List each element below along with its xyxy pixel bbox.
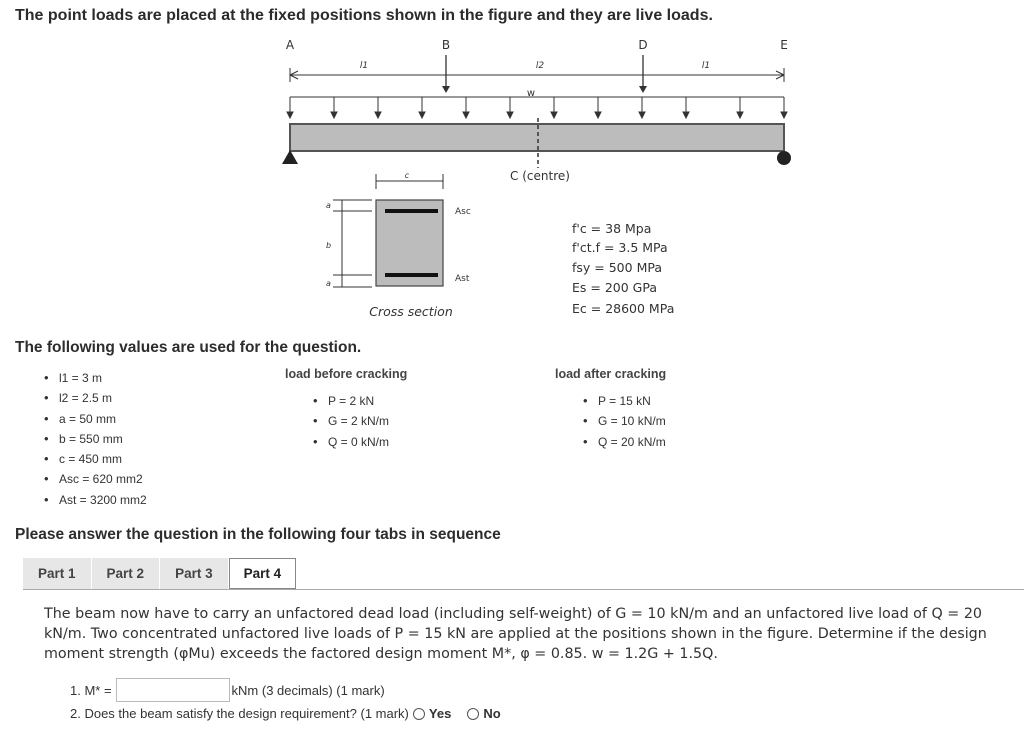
after-cracking-title: load after cracking	[555, 367, 667, 381]
asc-label: Asc	[455, 207, 471, 217]
after-cracking-list	[583, 391, 666, 452]
list-item: • Ast = 3200 mm2	[44, 490, 147, 510]
prop-line: f'c = 38 Mpa	[572, 221, 652, 236]
span-label: l1	[359, 61, 369, 71]
list-item: • a = 50 mm	[44, 409, 147, 429]
svg-text:a: a	[326, 279, 331, 288]
svg-text:c: c	[404, 171, 410, 180]
list-item: • l1 = 3 m	[44, 368, 147, 388]
question-2	[70, 706, 513, 721]
tab-part-3[interactable]: Part 3	[160, 558, 228, 589]
tab-bar	[23, 558, 297, 589]
prop-line: Es = 200 GPa	[572, 280, 657, 295]
svg-text:a: a	[326, 201, 331, 210]
list-item: • b = 550 mm	[44, 429, 147, 449]
list-item: • P = 15 kN	[583, 391, 666, 411]
question-paragraph: The beam now have to carry an unfactored dead load (including self-weight) of G = 10 kN/m and an unfactored live load of Q = 20 kN/m. Two concentrated unfactored live loads of P = 15 kN are applied at the positions shown in the figure. Determine if the design moment strength (φMu) exceeds the factored design moment M*, φ = 0.85. w = 1.2G + 1.5Q.	[44, 606, 987, 662]
svg-text:b: b	[326, 241, 332, 250]
list-item: • l2 = 2.5 m	[44, 388, 147, 408]
question-1	[70, 678, 385, 702]
option-yes[interactable]: Yes	[428, 706, 452, 721]
udl-arrows	[287, 97, 787, 118]
pin-support	[282, 150, 298, 164]
material-properties	[572, 221, 674, 316]
q1-suffix: kNm (3 decimals) (1 mark)	[231, 682, 385, 698]
intro-text: The point loads are placed at the fixed positions shown in the figure and they are live loads.	[15, 7, 713, 24]
tab-part-2[interactable]: Part 2	[92, 558, 160, 589]
span-label: l1	[701, 61, 711, 71]
beam-figure	[0, 0, 1024, 330]
beam	[290, 124, 784, 151]
list-item: • Asc = 620 mm2	[44, 469, 147, 489]
before-cracking-list	[313, 391, 389, 452]
m-star-input[interactable]	[116, 678, 230, 702]
centre-label: C (centre)	[510, 169, 570, 183]
question-title: Please answer the question in the following four tabs in sequence	[15, 526, 501, 543]
option-no[interactable]: No	[483, 706, 501, 721]
prop-line: fsy = 500 MPa	[572, 260, 662, 275]
ast-label: Ast	[455, 274, 470, 284]
radio-no[interactable]	[467, 708, 479, 720]
values-title: The following values are used for the question.	[15, 339, 362, 356]
values-list	[44, 368, 147, 510]
tab-part-1[interactable]: Part 1	[23, 558, 91, 589]
label-b: B	[441, 38, 451, 52]
span-label: l2	[535, 61, 545, 71]
list-item: • Q = 20 kN/m	[583, 432, 666, 452]
q1-label: 1. M* =	[70, 682, 112, 698]
list-item: • P = 2 kN	[313, 391, 389, 411]
list-item: • G = 2 kN/m	[313, 411, 389, 431]
list-item: • Q = 0 kN/m	[313, 432, 389, 452]
list-item: • G = 10 kN/m	[583, 411, 666, 431]
before-cracking-title: load before cracking	[285, 367, 408, 381]
prop-line: f'ct.f = 3.5 MPa	[572, 240, 668, 255]
w-label: w	[526, 88, 536, 99]
tab-divider	[23, 589, 1024, 590]
list-item: • c = 450 mm	[44, 449, 147, 469]
label-d: D	[638, 38, 648, 52]
roller-support	[777, 151, 791, 165]
label-e: E	[780, 38, 788, 52]
cross-section-label: Cross section	[369, 304, 453, 319]
tab-part-4[interactable]: Part 4	[229, 558, 297, 589]
prop-line: Ec = 28600 MPa	[572, 301, 675, 316]
radio-yes[interactable]	[413, 708, 425, 720]
label-a: A	[285, 38, 295, 52]
q2-label: 2. Does the beam satisfy the design requirement? (1 mark)	[70, 706, 409, 721]
